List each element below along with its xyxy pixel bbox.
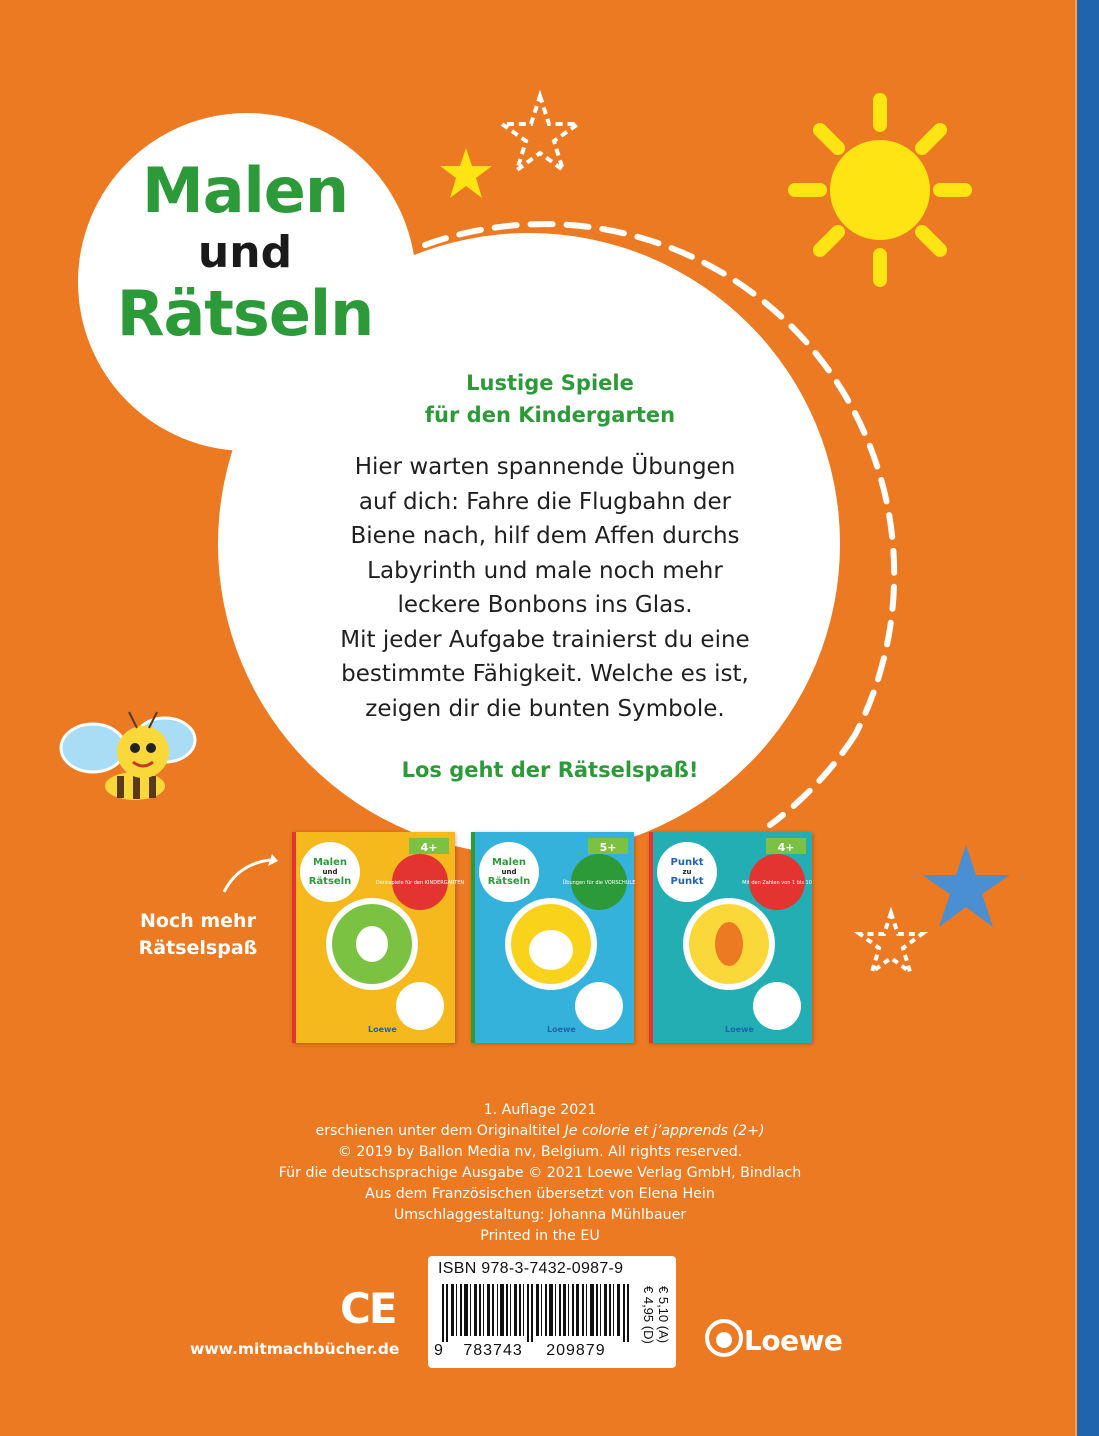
description-line: Hier warten spannende Übungen xyxy=(354,454,736,480)
book-cover-2[interactable] xyxy=(471,832,634,1043)
book-age: 5+ xyxy=(599,841,617,854)
arrow-icon xyxy=(218,852,280,896)
loewe-lion-icon xyxy=(704,1318,744,1358)
barcode-icon xyxy=(442,1284,632,1342)
title-line-3: Rätseln xyxy=(116,276,374,350)
book-title-3: Rätseln xyxy=(487,876,531,887)
description-line: auf dich: Fahre die Flugbahn der xyxy=(358,488,732,515)
subtitle xyxy=(330,368,770,431)
title-line-1: Malen xyxy=(142,154,348,227)
isbn-label: ISBN 978-3-7432-0987-9 xyxy=(438,1260,624,1277)
credits-original-prefix: erschienen unter dem Originaltitel xyxy=(315,1123,561,1140)
more-books-line-2: Rätselspaß xyxy=(138,936,258,959)
ean-first-digit: 9 xyxy=(434,1342,444,1359)
description-line: Mit jeder Aufgabe trainierst du eine xyxy=(340,626,750,653)
book-title-2: zu xyxy=(682,868,692,876)
book-title-3: Rätseln xyxy=(308,876,352,887)
ean-left-group: 783743 xyxy=(463,1342,523,1359)
credits-copyright-german: Für die deutschsprachige Ausgabe © 2021 Loewe Verlag GmbH, Bindlach xyxy=(278,1165,802,1182)
book-badge: Übungen für die VORSCHULE xyxy=(562,880,636,886)
credits-edition: 1. Auflage 2021 xyxy=(483,1102,597,1118)
book-title-1: Malen xyxy=(312,857,348,868)
subtitle-line-1: Lustige Spiele xyxy=(466,371,634,395)
book-age: 4+ xyxy=(777,841,795,854)
price-block xyxy=(640,1284,676,1364)
book-title-2: und xyxy=(322,868,338,876)
book-cover-1[interactable] xyxy=(292,832,465,1043)
website-link[interactable]: www.mitmachbücher.de xyxy=(190,1340,400,1358)
book-age: 4+ xyxy=(420,841,438,854)
title-line-2: und xyxy=(197,227,293,278)
credits-cover-design: Umschlaggestaltung: Johanna Mühlbauer xyxy=(393,1207,687,1224)
call-to-action: Los geht der Rätselspaß! xyxy=(401,758,699,782)
description-line: leckere Bonbons ins Glas. xyxy=(397,592,693,618)
book-badge: Mit den Zahlen von 1 bis 10 xyxy=(742,880,812,886)
credits xyxy=(230,1100,850,1247)
book-title-3: Punkt xyxy=(670,876,704,887)
book-title xyxy=(95,154,395,350)
description-line: bestimmte Fähigkeit. Welche es ist, xyxy=(341,661,749,687)
barcode-box xyxy=(428,1256,676,1368)
description-line: Biene nach, hilf dem Affen durchs xyxy=(350,523,740,549)
credits-original-title: Je colorie et j’apprends (2+) xyxy=(564,1123,765,1140)
book-publisher: Loewe xyxy=(368,1025,397,1034)
ean-number xyxy=(434,1342,606,1360)
credits-translation: Aus dem Französischen übersetzt von Elena Hein xyxy=(365,1186,715,1203)
subtitle-line-2: für den Kindergarten xyxy=(424,402,676,427)
book-title-2: und xyxy=(501,868,517,876)
book-cover-3[interactable] xyxy=(649,832,812,1043)
book-title-1: Punkt xyxy=(670,857,704,868)
book-title-1: Malen xyxy=(491,857,527,868)
more-books-line-1: Noch mehr xyxy=(140,910,256,932)
bee-illustration xyxy=(55,706,205,806)
price-austria: € 5,10 (A) xyxy=(656,1286,671,1344)
book-publisher: Loewe xyxy=(547,1025,576,1034)
price-germany: € 4,95 (D) xyxy=(641,1286,656,1344)
ce-mark: CE xyxy=(340,1284,396,1333)
description-line: zeigen dir die bunten Symbole. xyxy=(365,695,725,722)
more-books-label xyxy=(108,908,288,961)
credits-copyright-original: © 2019 by Ballon Media nv, Belgium. All rights reserved. xyxy=(337,1144,743,1161)
book-publisher: Loewe xyxy=(725,1025,754,1034)
credits-printed: Printed in the EU xyxy=(480,1228,600,1245)
book-badge: Denkspiele für den KINDERGARTEN xyxy=(375,880,465,886)
credits-original xyxy=(230,1121,850,1142)
description-line: Labyrinth und male noch mehr xyxy=(367,557,723,584)
description xyxy=(300,450,790,726)
ean-right-group: 209879 xyxy=(546,1342,606,1359)
publisher-logo: Loewe xyxy=(744,1324,843,1357)
